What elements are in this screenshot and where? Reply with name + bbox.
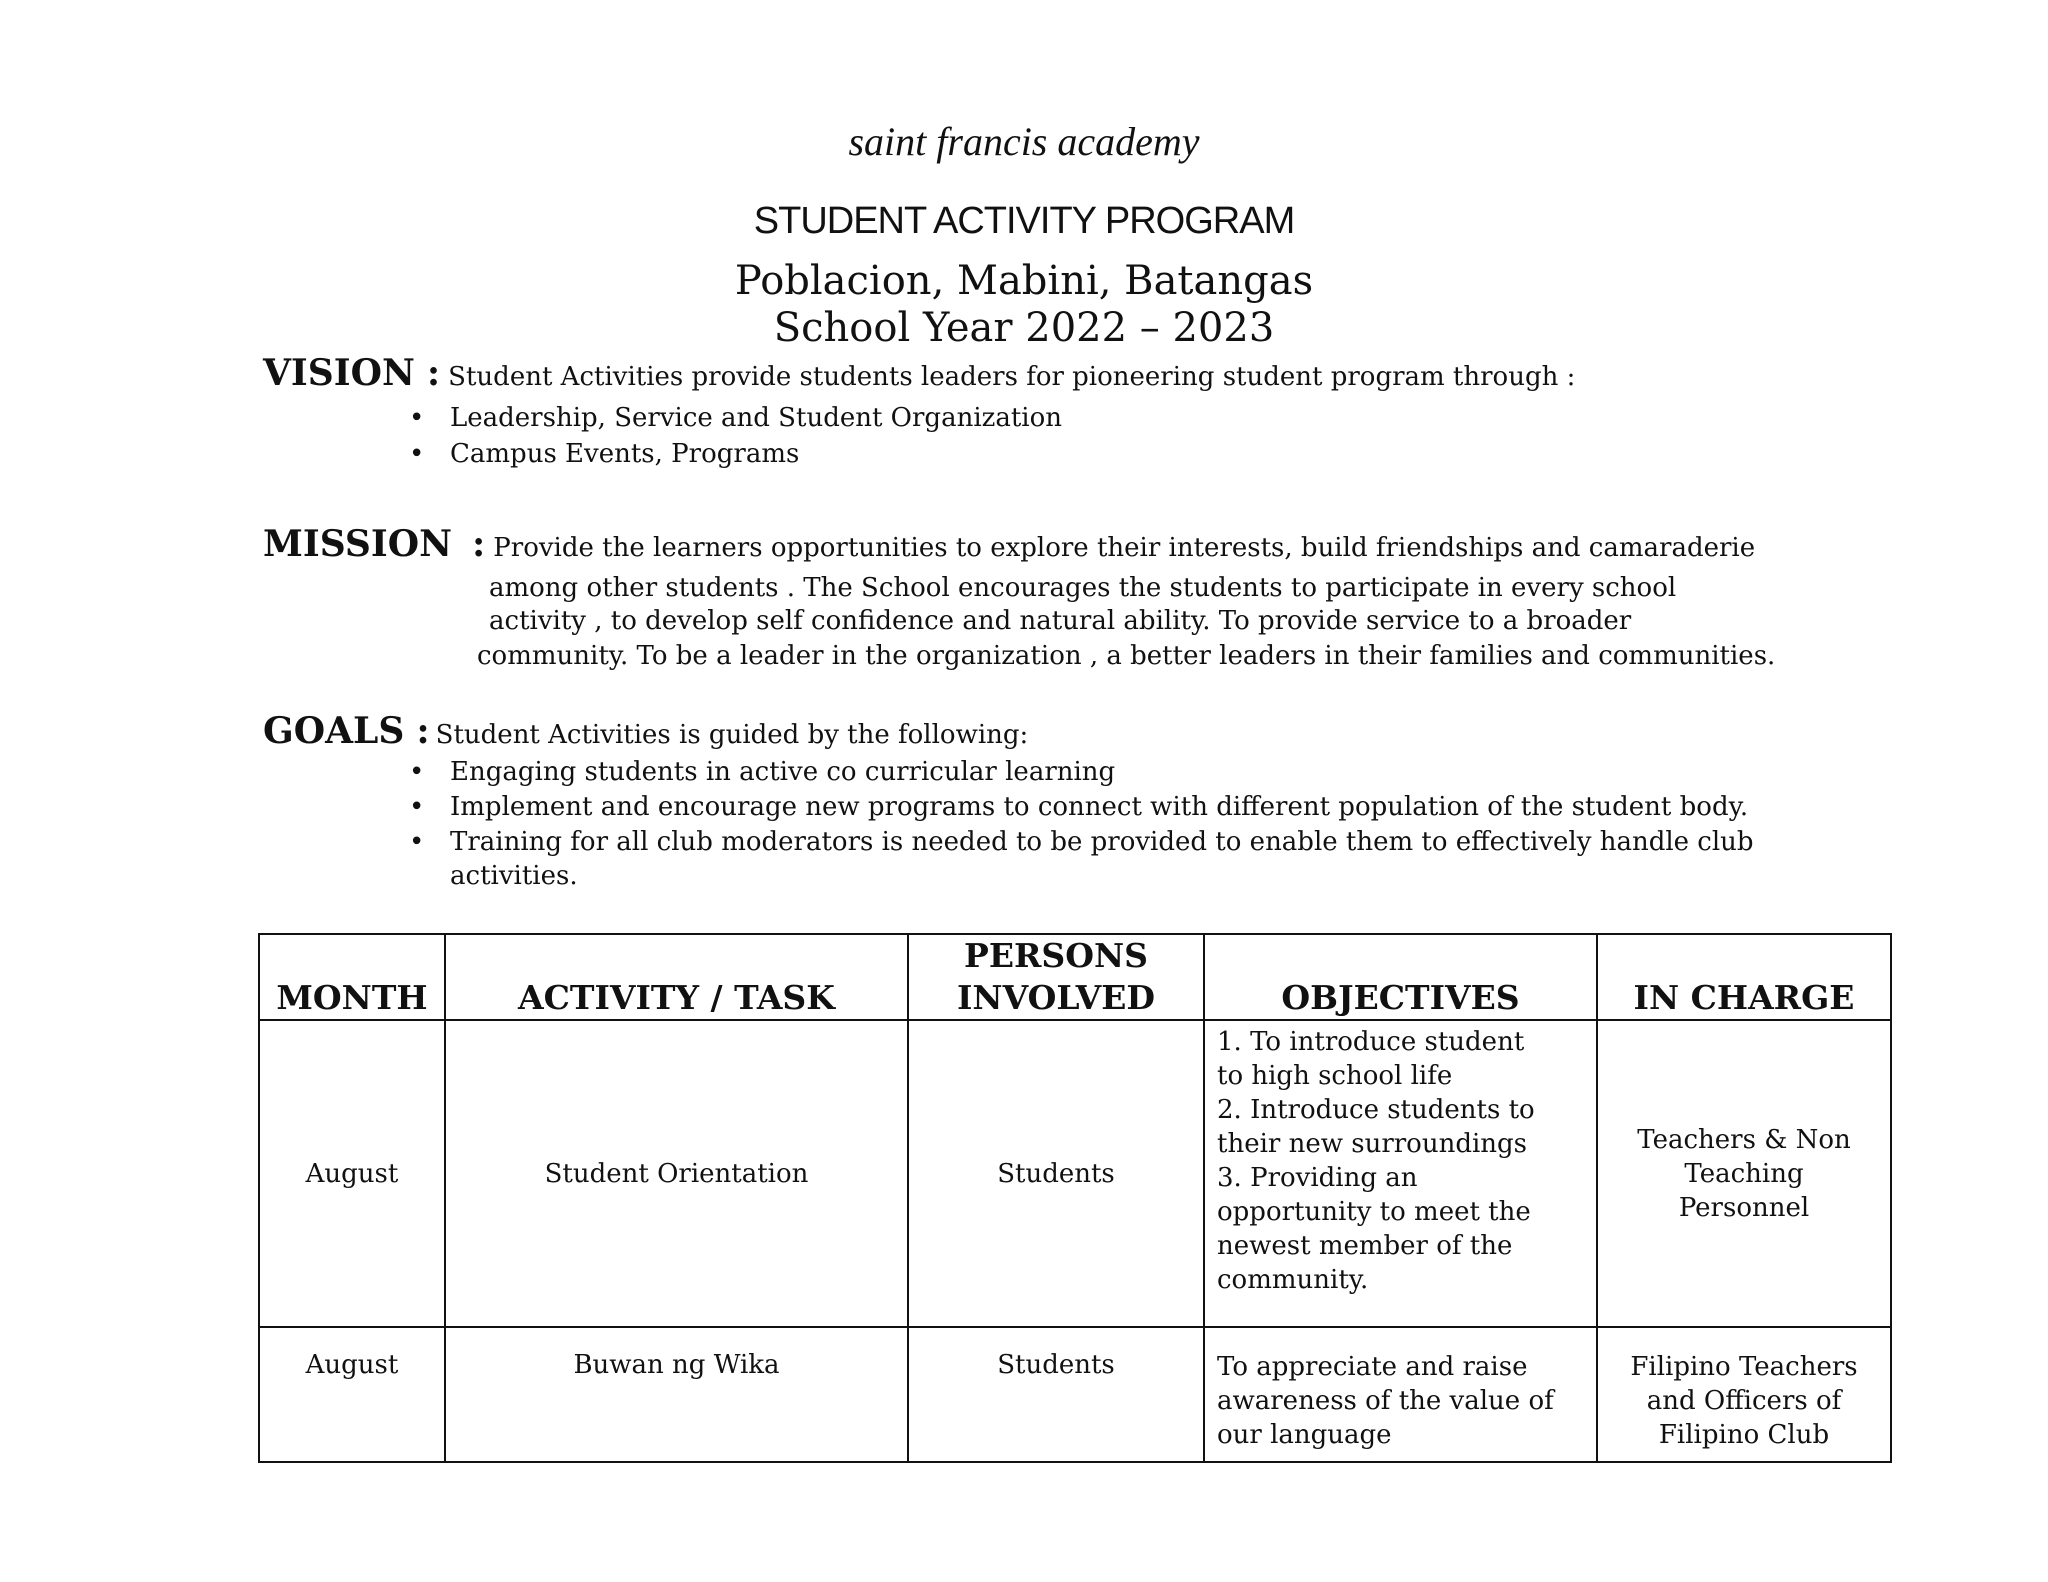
header-month: MONTH <box>259 934 445 1020</box>
cell-in-charge <box>1597 1327 1891 1462</box>
mission-line: among other students . The School encourages the students to participate in every school <box>489 573 1677 603</box>
cell-month: August <box>259 1020 445 1327</box>
bullet-icon: • <box>409 757 425 787</box>
header-persons-line: INVOLVED <box>956 978 1156 1017</box>
objective-line: 2. Introduce students to <box>1217 1095 1535 1125</box>
header-activity: ACTIVITY / TASK <box>445 934 908 1020</box>
activity-table <box>258 933 1892 1463</box>
table-header-row <box>259 934 1891 1020</box>
goals-bullet-text: activities. <box>450 861 578 891</box>
cell-month: August <box>259 1327 445 1462</box>
header-in-charge: IN CHARGE <box>1597 934 1891 1020</box>
cell-persons: Students <box>908 1020 1204 1327</box>
vision-section <box>263 352 1575 394</box>
objective-line: 3. Providing an <box>1217 1163 1418 1193</box>
vision-label: VISION <box>263 352 415 394</box>
goals-label: GOALS <box>263 710 405 752</box>
header-objectives: OBJECTIVES <box>1204 934 1597 1020</box>
vision-bullet-text: Leadership, Service and Student Organization <box>450 403 1062 433</box>
cell-activity: Student Orientation <box>445 1020 908 1327</box>
mission-colon: : <box>472 523 486 565</box>
school-address: Poblacion, Mabini, Batangas <box>734 258 1314 304</box>
bullet-icon: • <box>409 827 425 857</box>
header-persons <box>908 934 1204 1020</box>
cell-objectives <box>1204 1020 1597 1327</box>
in-charge-line: and Officers of <box>1646 1386 1842 1416</box>
goals-colon: : <box>416 710 430 752</box>
cell-activity: Buwan ng Wika <box>445 1327 908 1462</box>
objective-line: to high school life <box>1217 1061 1453 1091</box>
goals-bullet-text: Engaging students in active co curricular learning <box>450 757 1116 787</box>
goals-text: Student Activities is guided by the following: <box>435 720 1029 750</box>
objective-line: awareness of the value of <box>1217 1386 1554 1416</box>
objective-line: their new surroundings <box>1217 1129 1528 1159</box>
school-year: School Year 2022 – 2023 <box>773 305 1275 351</box>
table-row <box>259 1327 1891 1462</box>
in-charge-line: Teaching <box>1684 1158 1804 1189</box>
in-charge-line: Filipino Club <box>1658 1420 1830 1450</box>
goals-section <box>263 710 1028 752</box>
mission-line: activity , to develop self confidence and natural ability. To provide service to a broader <box>489 606 1632 636</box>
objective-line: 1. To introduce student <box>1217 1027 1525 1057</box>
vision-bullet-text: Campus Events, Programs <box>450 439 800 469</box>
table-row <box>259 1020 1891 1327</box>
mission-label: MISSION <box>263 523 452 565</box>
objective-line: our language <box>1217 1420 1392 1450</box>
objective-line: opportunity to meet the <box>1217 1197 1531 1227</box>
in-charge-line: Teachers & Non <box>1637 1124 1851 1155</box>
bullet-icon: • <box>409 439 425 469</box>
header-persons-line: PERSONS <box>964 936 1148 975</box>
goals-bullet-text: Training for all club moderators is needed to be provided to enable them to effectively handle club <box>450 827 1754 857</box>
objective-line: community. <box>1217 1265 1369 1295</box>
cell-persons: Students <box>908 1327 1204 1462</box>
in-charge-line: Filipino Teachers <box>1630 1352 1858 1382</box>
school-name: saint francis academy <box>848 119 1200 164</box>
goals-bullet-text: Implement and encourage new programs to connect with different population of the student body. <box>450 792 1749 822</box>
cell-objectives <box>1204 1327 1597 1462</box>
program-title: STUDENT ACTIVITY PROGRAM <box>753 200 1295 242</box>
mission-section <box>263 523 1755 565</box>
mission-line: community. To be a leader in the organization , a better leaders in their families and communities. <box>477 641 1776 671</box>
cell-in-charge <box>1597 1020 1891 1327</box>
objective-line: newest member of the <box>1217 1231 1513 1261</box>
vision-colon: : <box>426 352 441 394</box>
vision-text: Student Activities provide students leaders for pioneering student program through : <box>448 362 1576 392</box>
in-charge-line: Personnel <box>1678 1192 1810 1223</box>
objective-line: To appreciate and raise <box>1217 1352 1528 1382</box>
mission-line: Provide the learners opportunities to explore their interests, build friendships and camaraderie <box>493 533 1756 563</box>
bullet-icon: • <box>409 792 425 822</box>
bullet-icon: • <box>409 403 425 433</box>
